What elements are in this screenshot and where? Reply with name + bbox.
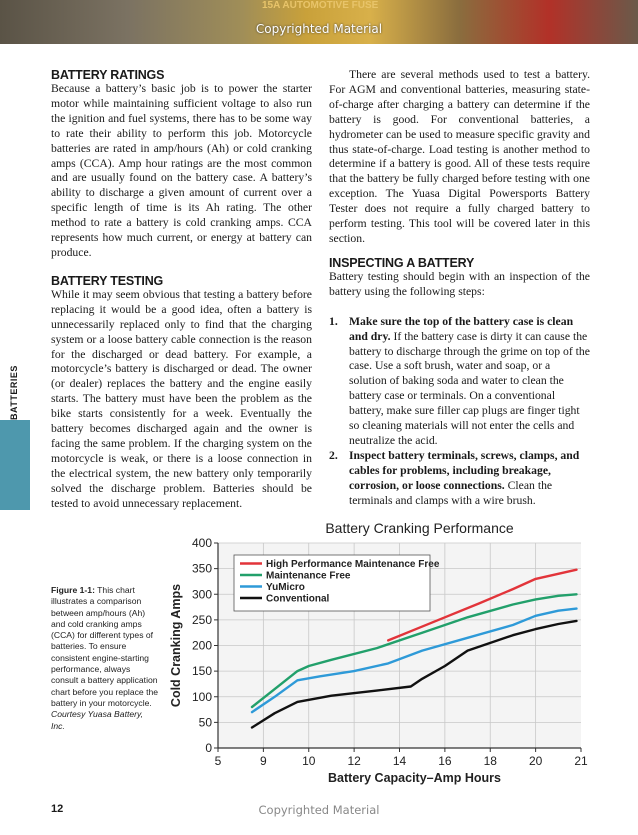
section-tab <box>0 420 30 510</box>
x-tick-label: 10 <box>302 754 316 768</box>
y-axis-label: Cold Cranking Amps <box>169 583 183 708</box>
y-tick-label: 200 <box>191 638 212 653</box>
watermark-bottom: Copyrighted Material <box>258 803 380 817</box>
testing-heading: BATTERY TESTING <box>51 273 164 288</box>
legend-entry: Maintenance Free <box>266 570 351 582</box>
step-text: Clean the terminals and clamps with a wire brush. <box>349 478 553 507</box>
inspecting-intro: Battery testing should begin with an inspection of the battery using the following steps: <box>329 269 590 298</box>
x-tick-label: 5 <box>214 754 222 768</box>
chart-title: Battery Cranking Performance <box>325 520 514 536</box>
inspecting-heading: INSPECTING A BATTERY <box>329 255 475 270</box>
legend-entry: High Performance Maintenance Free <box>266 559 440 570</box>
watermark-top: Copyrighted Material <box>255 22 383 36</box>
figure-label: Figure 1-1: <box>51 585 95 595</box>
y-tick-label: 250 <box>191 612 212 627</box>
y-tick-label: 100 <box>191 689 212 704</box>
step-number: 1. <box>329 314 338 328</box>
inspection-steps <box>329 315 590 509</box>
testing-body: While it may seem obvious that testing a battery before replacing it would be a good idea, often a battery is unnecessarily replaced only to find that the charging system or a loose battery cable connection is the reason for the discharged or dead battery. For example, a motorcycle’s battery is discharged or dead. The owner (or dealer) replaces the battery and the engine easily starts. The battery must have been the problem as the bike starts consistently for a week. Eventually the battery becomes discharged again and the owner is facing the same problem. If the charging system on the motorcycle is weak, or there is a loose connection in the electrical system, the new battery only temporarily solved the discharge problem. Batteries should be tested to avoid unnecessary replacement. <box>51 287 312 510</box>
legend-entry: YuMicro <box>266 582 305 593</box>
step-title: Inspect battery terminals, screws, clamps, and cables for problems, including breakage, corrosion, or loose connections. <box>349 448 580 492</box>
y-tick-label: 300 <box>191 587 212 602</box>
ratings-heading: BATTERY RATINGS <box>51 68 165 82</box>
x-axis-label: Battery Capacity–Amp Hours <box>328 771 501 785</box>
y-tick-label: 150 <box>191 664 212 679</box>
x-tick-label: 21 <box>574 754 588 768</box>
x-tick-label: 16 <box>438 754 452 768</box>
y-tick-label: 400 <box>191 536 212 550</box>
right-column <box>329 68 590 508</box>
fuse-label: 15A AUTOMOTIVE FUSE <box>262 0 379 11</box>
x-tick-label: 20 <box>528 754 543 768</box>
cranking-performance-chart <box>155 515 615 790</box>
y-tick-label: 0 <box>205 741 212 755</box>
step-number: 2. <box>329 448 338 462</box>
y-tick-label: 50 <box>198 715 212 730</box>
x-tick-label: 18 <box>483 754 497 768</box>
step-text: If the battery case is dirty it can cause the battery to discharge through the grime on top of the case. Use a soft brush, water and soap, or a solution of baking soda and water to clean the battery case or terminals. On a conventional battery, make sure filler cap plugs are finger tight so cleaning materials will not enter the cells and neutralize the acid. <box>349 329 590 447</box>
figure-caption <box>51 585 158 732</box>
step-title: Make sure the top of the battery case is clean and dry. <box>349 314 574 343</box>
step-item <box>329 449 590 509</box>
x-tick-label: 9 <box>260 754 267 768</box>
ratings-body: Because a battery’s basic job is to power the starter motor while maintaining sufficient voltage to also run the ignition and fuel systems, there has to be some way to rate their ability to perform this job. Motorcycle batteries are rated in amp/hours (Ah) or cold cranking amps (CCA). Amp hour ratings are the most common and are usually found on the battery case. A battery’s ability to discharge a given amount of current over a specific length of time is its Ah rating. The other method to rate a battery is cold cranking amps. CCA represents how much current, or energy at battery can produce. <box>51 82 312 259</box>
y-tick-label: 350 <box>191 561 212 576</box>
legend-entry: Conventional <box>266 593 330 605</box>
x-tick-label: 12 <box>347 754 361 768</box>
figure-caption-text: This chart illustrates a comparison between amp/hours (Ah) and cold cranking amps (CCA) for different types of batteries. To ensure consistent engine-starting performance, always consult a battery application chart before you replace the battery in your motorcycle. <box>51 585 159 708</box>
x-tick-label: 14 <box>392 754 407 768</box>
left-column <box>51 68 312 511</box>
header-photo <box>0 0 638 44</box>
figure-credit: Courtesy Yuasa Battery, Inc. <box>51 709 144 731</box>
methods-body: There are several methods used to test a battery. For AGM and conventional batteries, measuring state-of-charge after charging a battery can determine if the battery is good. For conventional batteries, a hydrometer can be used to measure specific gravity and thus state-of-charge. Load testing is another method to determine if a battery is good. All of these tests require that the battery be fully charged before testing with one exception. The Yuasa Digital Powersports Battery Tester does not require a fully charged battery to perform testing. This tool will be covered later in this section. <box>329 68 590 245</box>
step-item <box>329 315 590 449</box>
page-number: 12 <box>51 803 64 815</box>
